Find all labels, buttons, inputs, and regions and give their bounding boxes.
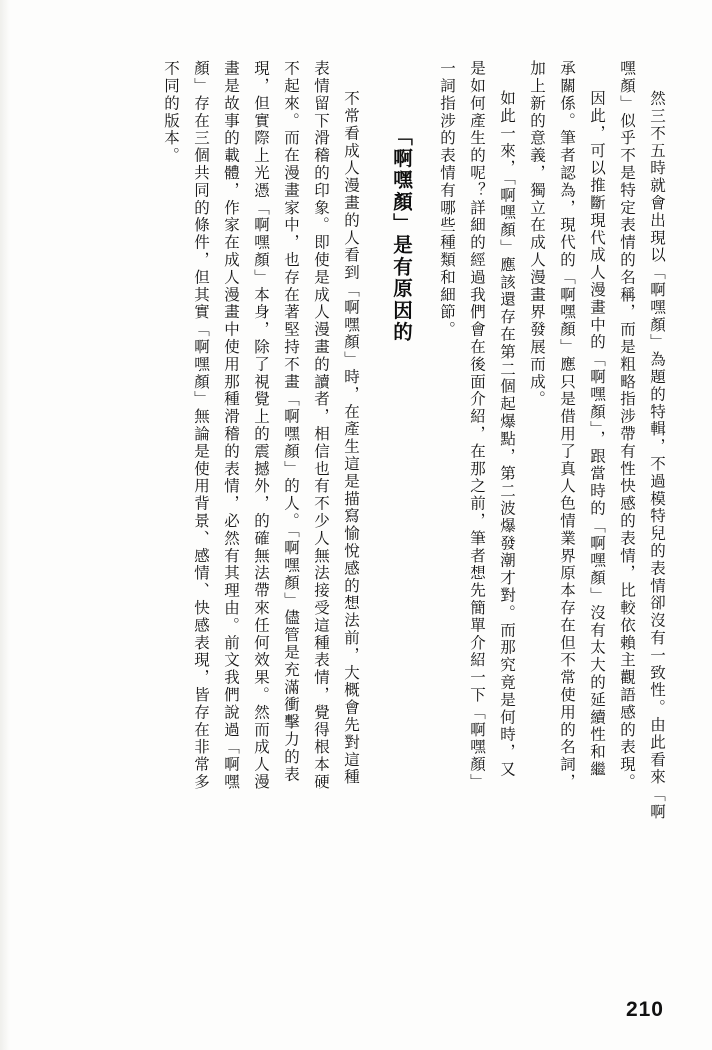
body-column: 如此一來，「啊嘿顏」應該還存在第二個起爆點，第二波爆發潮才對。而那究竟是何時，又 xyxy=(498,90,515,779)
body-column: 然三不五時就會出現以「啊嘿顏」為題的特輯，不過模特兒的表情卻沒有一致性。由此看來「啊 xyxy=(648,90,665,821)
body-column: 是如何產生的呢？詳細的經過我們會在後面介紹，在那之前，筆者想先簡單介紹一下「啊嘿顏」 xyxy=(468,60,485,791)
section-column: 不同的版本。 xyxy=(162,60,179,165)
section-column: 現，但實際上光憑「啊嘿顏」本身，除了視覺上的震撼外，的確無法帶來任何效果。然而成人漫 xyxy=(252,60,269,791)
body-column: 承關係。筆者認為，現代的「啊嘿顏」應只是借用了真人色情業界原本存在但不常使用的名詞， xyxy=(558,60,575,791)
vertical-text-body xyxy=(60,60,664,960)
section-column: 不常看成人漫畫的人看到「啊嘿顏」時，在產生這是描寫愉悅感的想法前，大概會先對這種 xyxy=(342,90,359,786)
page-number: 210 xyxy=(625,998,664,1021)
section-column: 畫是故事的載體，作家在成人漫畫中使用那種滑稽的表情，必然有其理由。前文我們說過「啊嘿 xyxy=(222,60,239,791)
section-column: 不起來。而在漫畫家中，也存在著堅持不畫「啊嘿顏」的人。「啊嘿顏」儘管是充滿衝擊力的表 xyxy=(282,60,299,784)
body-column: 一詞指涉的表情有哪些種類和細節。 xyxy=(438,60,455,339)
body-column: 因此，可以推斷現代成人漫畫中的「啊嘿顏」，跟當時的「啊嘿顏」沒有太大的延續性和繼 xyxy=(588,90,605,779)
body-column: 加上新的意義，獨立在成人漫畫界發展而成。 xyxy=(528,60,545,408)
section-column: 表情留下滑稽的印象。即使是成人漫畫的讀者，相信也有不少人無法接受這種表情，覺得根本硬 xyxy=(312,60,329,791)
page-inner-edge-shadow xyxy=(0,0,10,1050)
section-column: 顏」存在三個共同的條件，但其實「啊嘿顏」無論是使用背景、感情、快感表現，皆存在非常多 xyxy=(192,60,209,791)
body-column: 嘿顏」似乎不是特定表情的名稱，而是粗略指涉帶有性快感的表情，比較依賴主觀語感的表現。 xyxy=(618,60,635,791)
section-heading: 「啊嘿顏」是有原因的 xyxy=(390,126,411,343)
